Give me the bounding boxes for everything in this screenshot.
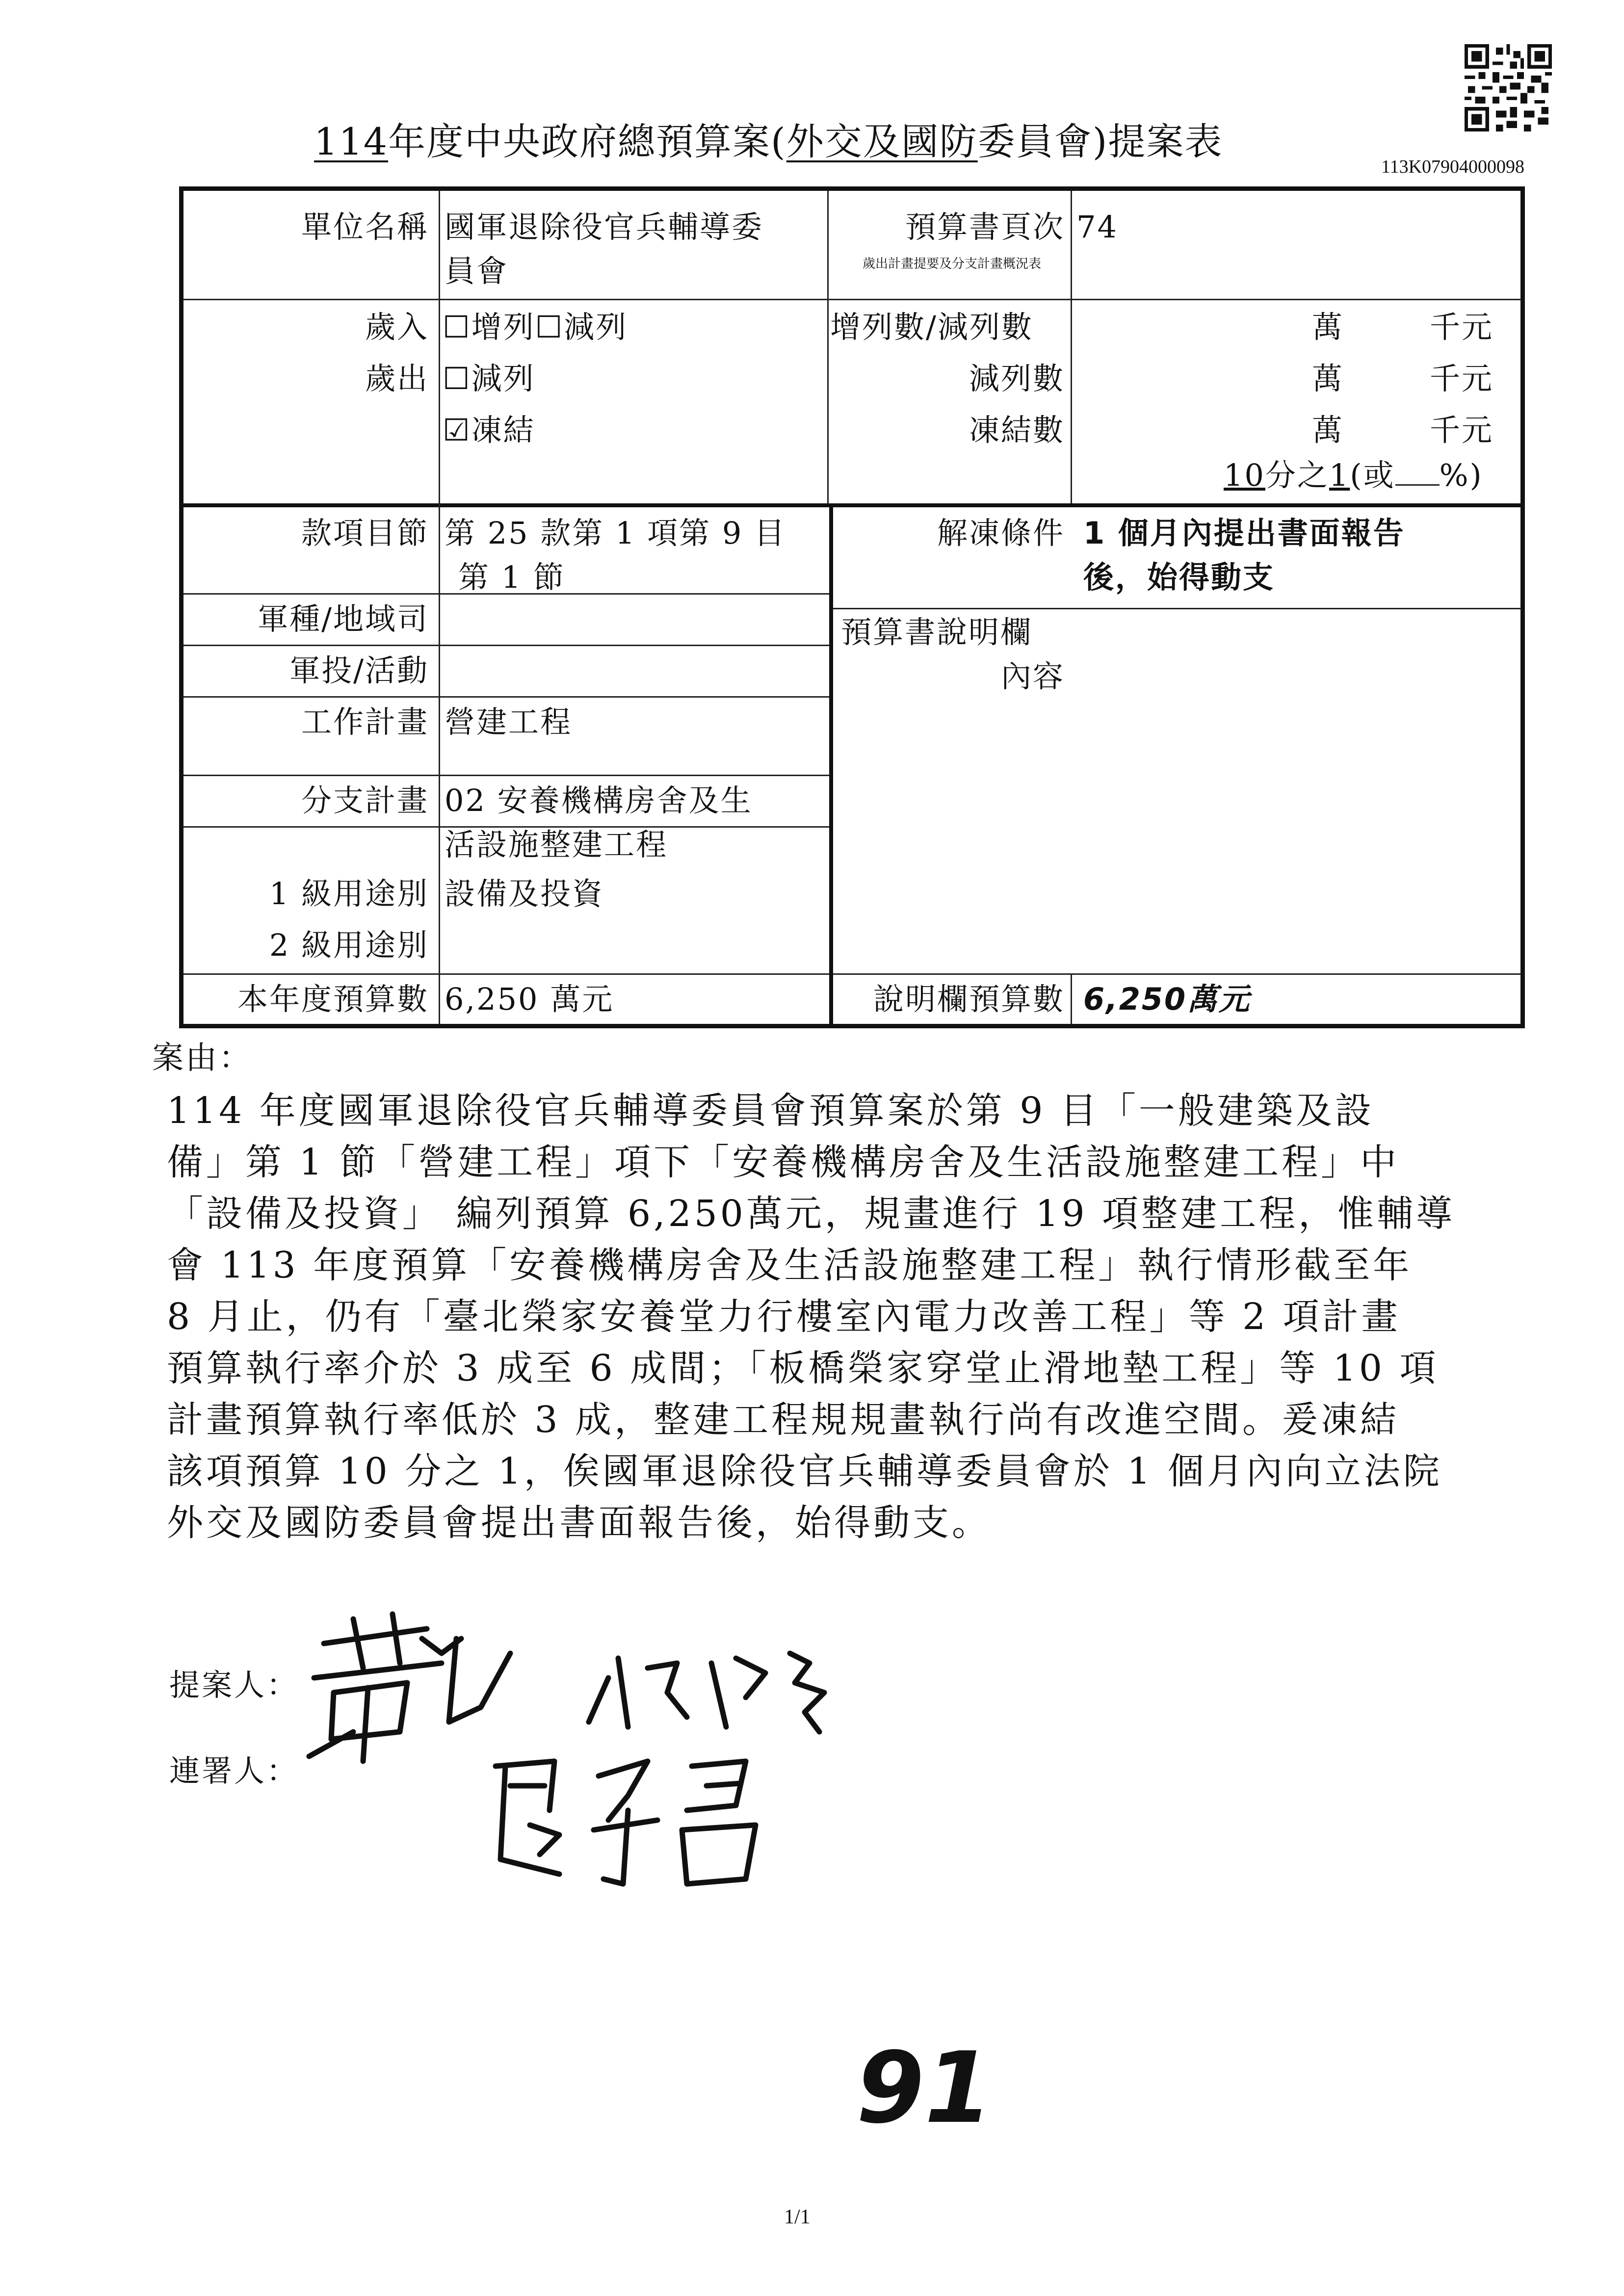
budget-page-value: 74 <box>1076 209 1118 245</box>
title-year: 114 <box>314 120 389 163</box>
level1-value: 設備及投資 <box>445 876 604 912</box>
level1-label: 1 級用途別 <box>269 876 429 912</box>
branch-label: 軍種/地域司 <box>258 601 429 637</box>
sub-plan-value-line1: 02 安養機構房舍及生 <box>445 783 753 818</box>
unit-qianyuan-2: 千元 <box>1430 361 1494 396</box>
sub-plan-value-line2: 活設施整建工程 <box>445 827 668 862</box>
unit-label: 單位名稱 <box>301 209 429 245</box>
reason-line: 114 年度國軍退除役官兵輔導委員會預算案於第 9 目「一般建築及設 <box>167 1090 1374 1132</box>
revenue-amount-label: 增列數/減列數 <box>830 309 1033 345</box>
document-code: 113K07904000098 <box>1381 157 1525 177</box>
col-divider <box>439 191 440 1024</box>
item-value-line1: 第 25 款第 1 項第 9 目 <box>445 515 786 551</box>
title-part2: 委員會)提案表 <box>977 120 1223 163</box>
reason-label: 案由： <box>152 1040 252 1076</box>
work-plan-value: 營建工程 <box>445 704 573 740</box>
reason-line: 「設備及投資」 編列預算 6,250萬元，規畫進行 19 項整建工程，惟輔導 <box>167 1193 1456 1235</box>
title-part1: 年度中央政府總預算案( <box>388 120 786 163</box>
reason-line: 8 月止，仍有「臺北榮家安養堂力行樓室內電力改善工程」等 2 項計畫 <box>167 1296 1401 1338</box>
revenue-options: ☐增列☐減列 <box>443 309 628 345</box>
work-plan-label: 工作計畫 <box>301 704 429 740</box>
freeze-ratio-mid: 分之 <box>1265 457 1329 493</box>
reason-line: 外交及國防委員會提出書面報告後，始得動支。 <box>167 1502 991 1544</box>
qr-code-icon <box>1465 44 1552 131</box>
activity-label: 軍投/活動 <box>289 652 429 688</box>
row-divider <box>183 299 1521 300</box>
explain-label-line1: 預算書說明欄 <box>841 614 1033 650</box>
cosigner-signature <box>481 1737 795 1904</box>
freeze-amount-label: 凍結數 <box>969 412 1065 448</box>
proposal-form-table <box>179 186 1525 1028</box>
sub-plan-label: 分支計畫 <box>301 783 429 818</box>
item-label: 款項目節 <box>301 515 429 551</box>
unit-wan-3: 萬 <box>1312 412 1344 448</box>
revenue-label: 歲入 <box>365 309 429 345</box>
reason-line: 備」第 1 節「營建工程」項下「安養機構房舍及生活設施整建工程」中 <box>167 1141 1400 1183</box>
reason-line: 預算執行率介於 3 成至 6 成間；「板橋榮家穿堂止滑地墊工程」等 10 項 <box>167 1347 1439 1389</box>
freeze-ratio-blank <box>1395 456 1440 486</box>
reason-line: 會 113 年度預算「安養機構房舍及生活設施整建工程」執行情形截至年 <box>167 1244 1413 1286</box>
freeze-ratio-or: (或 <box>1350 457 1395 493</box>
unit-value-line2: 員會 <box>445 253 509 289</box>
level2-label: 2 級用途別 <box>269 927 429 963</box>
freeze-ratio-pct: %) <box>1439 457 1483 493</box>
col-divider <box>827 191 829 503</box>
unfreeze-value-line1: 1 個月內提出書面報告 <box>1083 515 1405 551</box>
reason-line: 該項預算 10 分之 1，俟國軍退除役官兵輔導委員會於 1 個月內向立法院 <box>167 1450 1442 1492</box>
handwritten-page-number: 91 <box>856 2031 993 2145</box>
unit-qianyuan-1: 千元 <box>1430 309 1494 345</box>
col-divider <box>1071 191 1072 503</box>
unfreeze-value-line2: 後，始得動支 <box>1083 559 1275 595</box>
document-title <box>314 112 1223 165</box>
freeze-ratio-den: 1 <box>1329 457 1350 493</box>
reason-line: 計畫預算執行率低於 3 成，整建工程規規畫執行尚有改進空間。爰凍結 <box>167 1399 1400 1441</box>
col-divider <box>829 503 833 1024</box>
annual-budget-value: 6,250 萬元 <box>445 981 614 1017</box>
unit-qianyuan-3: 千元 <box>1430 412 1494 448</box>
explain-label-line2: 內容 <box>1000 658 1065 694</box>
budget-page-sublabel: 歲出計畫提要及分支計畫概況表 <box>863 257 1042 271</box>
expense-label: 歲出 <box>365 361 429 396</box>
cosigner-label: 連署人： <box>169 1753 299 1789</box>
expense-option-reduce: ☐減列 <box>443 361 535 396</box>
row-divider <box>183 503 1521 507</box>
freeze-ratio <box>1224 451 1483 500</box>
item-value-line2: 第 1 節 <box>458 559 565 595</box>
unit-wan-2: 萬 <box>1312 361 1344 396</box>
title-committee: 外交及國防 <box>786 120 978 163</box>
annual-budget-label: 本年度預算數 <box>237 981 429 1017</box>
proposer-label: 提案人： <box>169 1667 299 1703</box>
explain-budget-label: 說明欄預算數 <box>873 981 1065 1017</box>
explain-budget-value: 6,250萬元 <box>1083 981 1251 1017</box>
page-indicator: 1/1 <box>784 2206 811 2228</box>
freeze-ratio-num: 10 <box>1224 457 1265 493</box>
unfreeze-label: 解凍條件 <box>937 515 1065 551</box>
unit-wan-1: 萬 <box>1312 309 1344 345</box>
expense-option-freeze: ☑凍結 <box>443 412 535 448</box>
unit-value-line1: 國軍退除役官兵輔導委 <box>445 209 764 245</box>
reduce-amount-label: 減列數 <box>969 361 1065 396</box>
budget-page-label: 預算書頁次 <box>905 209 1065 245</box>
col-divider <box>1071 973 1072 1024</box>
